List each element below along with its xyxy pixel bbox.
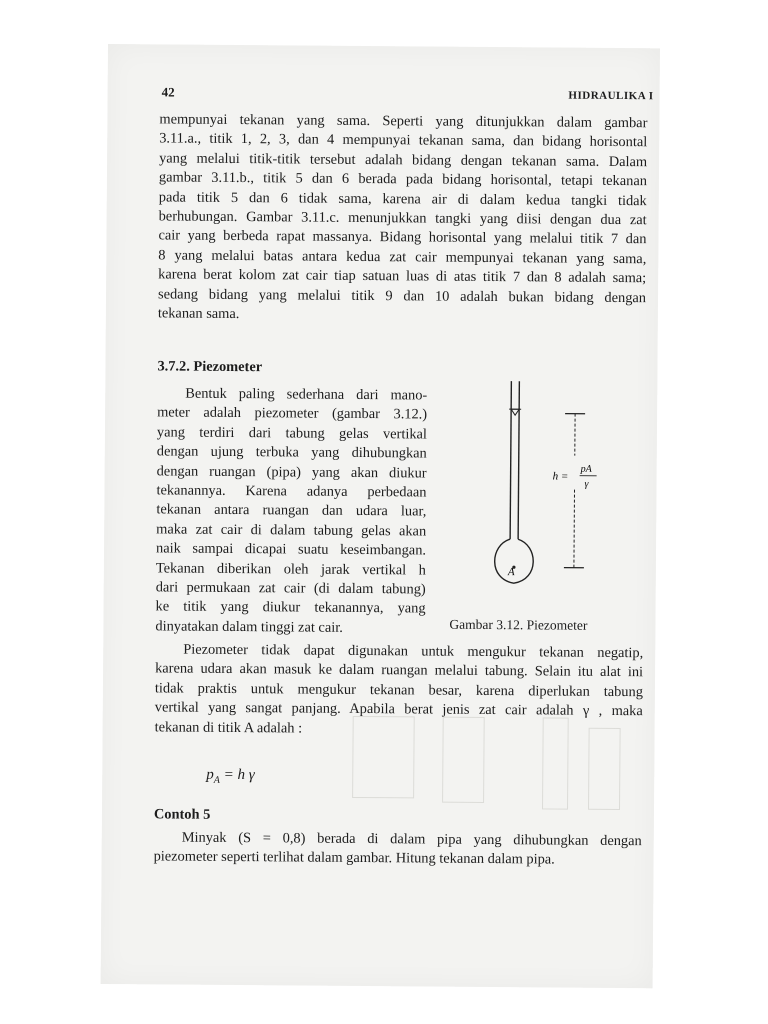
paragraph-line: Bentuk paling sederhana dari mano- — [185, 385, 428, 404]
paragraph-line: cair yang berbeda rapat massanya. Bidang horisontal yang melalui titik 7 dan — [158, 227, 647, 248]
paragraph-line: naik sampai dicapai suatu keseimbangan. — [155, 540, 427, 559]
paragraph-line: yang melalui titik-titik tersebut adalah bidang dengan tekanan sama. Dalam — [159, 150, 648, 171]
paragraph-line: tekanan di titik A adalah : — [154, 719, 303, 737]
paragraph-line: piezometer seperti terlihat dalam gambar. Hitung tekanan dalam pipa. — [153, 848, 555, 868]
paragraph-line: yang terdiri dari tabung gelas vertikal — [156, 424, 428, 443]
tube-right-wall — [518, 381, 519, 539]
paragraph-line: maka zat cair di dalam tabung gelas akan — [156, 521, 427, 540]
h-formula-lhs: h = — [552, 470, 569, 483]
paragraph-line: berhubungan. Gambar 3.11.c. menunjukkan tangki yang diisi dengan dua zat — [158, 208, 647, 229]
paragraph-line: dengan ujung terbuka yang dihubungkan — [156, 443, 427, 462]
formula-lhs: p — [206, 766, 214, 783]
paragraph-line: dinyatakan dalam tinggi zat cair. — [155, 618, 343, 636]
paragraph-3 — [154, 828, 642, 871]
figure-caption: Gambar 3.12. Piezometer — [449, 616, 588, 633]
paragraph-line: ke titik yang diukur tekanannya, yang — [155, 598, 426, 617]
paragraph-line: meter adalah piezometer (gambar 3.12.) — [157, 404, 428, 423]
paragraph-line: gambar 3.11.b., titik 5 dan 6 berada pada bidang horisontal, tetapi tekanan — [158, 169, 647, 190]
paragraph-line: tekanan sama. — [157, 305, 240, 323]
paragraph-line: pada titik 5 dan 6 tidak sama, karena air di dalam kedua tangki tidak — [158, 189, 647, 209]
paragraph-line: Tekanan diberikan oleh jarak vertikal h — [155, 560, 426, 579]
paragraph-1 — [158, 110, 648, 327]
paragraph-line: karena udara akan masuk ke dalam ruangan melalui tabung. Selain itu alat ini — [155, 660, 644, 681]
paragraph-line: Minyak (S = 0,8) berada di dalam pipa yang dihubungkan dengan — [181, 829, 642, 850]
bleed-through-figure — [352, 716, 653, 818]
tube-left-wall — [510, 381, 511, 539]
paragraph-line: tidak praktis untuk mengukur tekanan besar, karena diperlukan tabung — [154, 680, 643, 701]
paragraph-line: vertikal yang sangat panjang. Apabila berat jenis zat cair adalah γ , maka — [154, 699, 643, 720]
piezometer-description — [155, 384, 427, 638]
paragraph-line: dari permukaan zat cair (di dalam tabung) — [155, 579, 426, 598]
paragraph-line: mempunyai tekanan yang sama. Seperti yang ditunjukkan dalam gambar — [159, 111, 648, 132]
book-page — [101, 44, 660, 988]
section-title: 3.7.2. Piezometer — [157, 358, 263, 376]
paragraph-line: 3.11.a., titik 1, 2, 3, dan 4 mempunyai tekanan sama, dan bidang horisontal — [159, 130, 648, 151]
running-head: HIDRAULIKA I — [568, 89, 654, 103]
paragraph-line: 8 yang melalui batas antara kedua zat cair mempunyai tekanan yang sama, — [158, 247, 647, 268]
paragraph-line: tekanannya. Karena adanya perbedaan — [156, 482, 427, 501]
paragraph-line: sedang bidang yang melalui titik 9 dan 10 adalah bukan bidang dengan — [157, 286, 647, 306]
formula-rhs: = h γ — [219, 766, 255, 784]
formula-subscript: A — [213, 774, 220, 786]
point-a-label: A — [507, 566, 515, 579]
piezometer-figure — [486, 379, 648, 590]
paragraph-line: tekanan antara ruangan dan udara luar, — [156, 501, 427, 520]
liquid-level-marker — [511, 409, 519, 415]
paragraph-line: dengan ruangan (pipa) yang akan diukur — [156, 463, 427, 482]
paragraph-line: Piezometer tidak dapat digunakan untuk mengukur tekanan negatip, — [183, 641, 644, 662]
h-formula-denominator: γ — [584, 478, 589, 490]
page-number: 42 — [161, 84, 175, 100]
pressure-formula — [206, 767, 255, 786]
h-formula-numerator: pA — [580, 463, 592, 475]
example-title: Contoh 5 — [153, 806, 211, 823]
paragraph-line: karena berat kolom zat cair tiap satuan luas di atas titik 7 dan 8 adalah sama; — [158, 266, 647, 287]
dimension-line-lower — [574, 490, 575, 568]
